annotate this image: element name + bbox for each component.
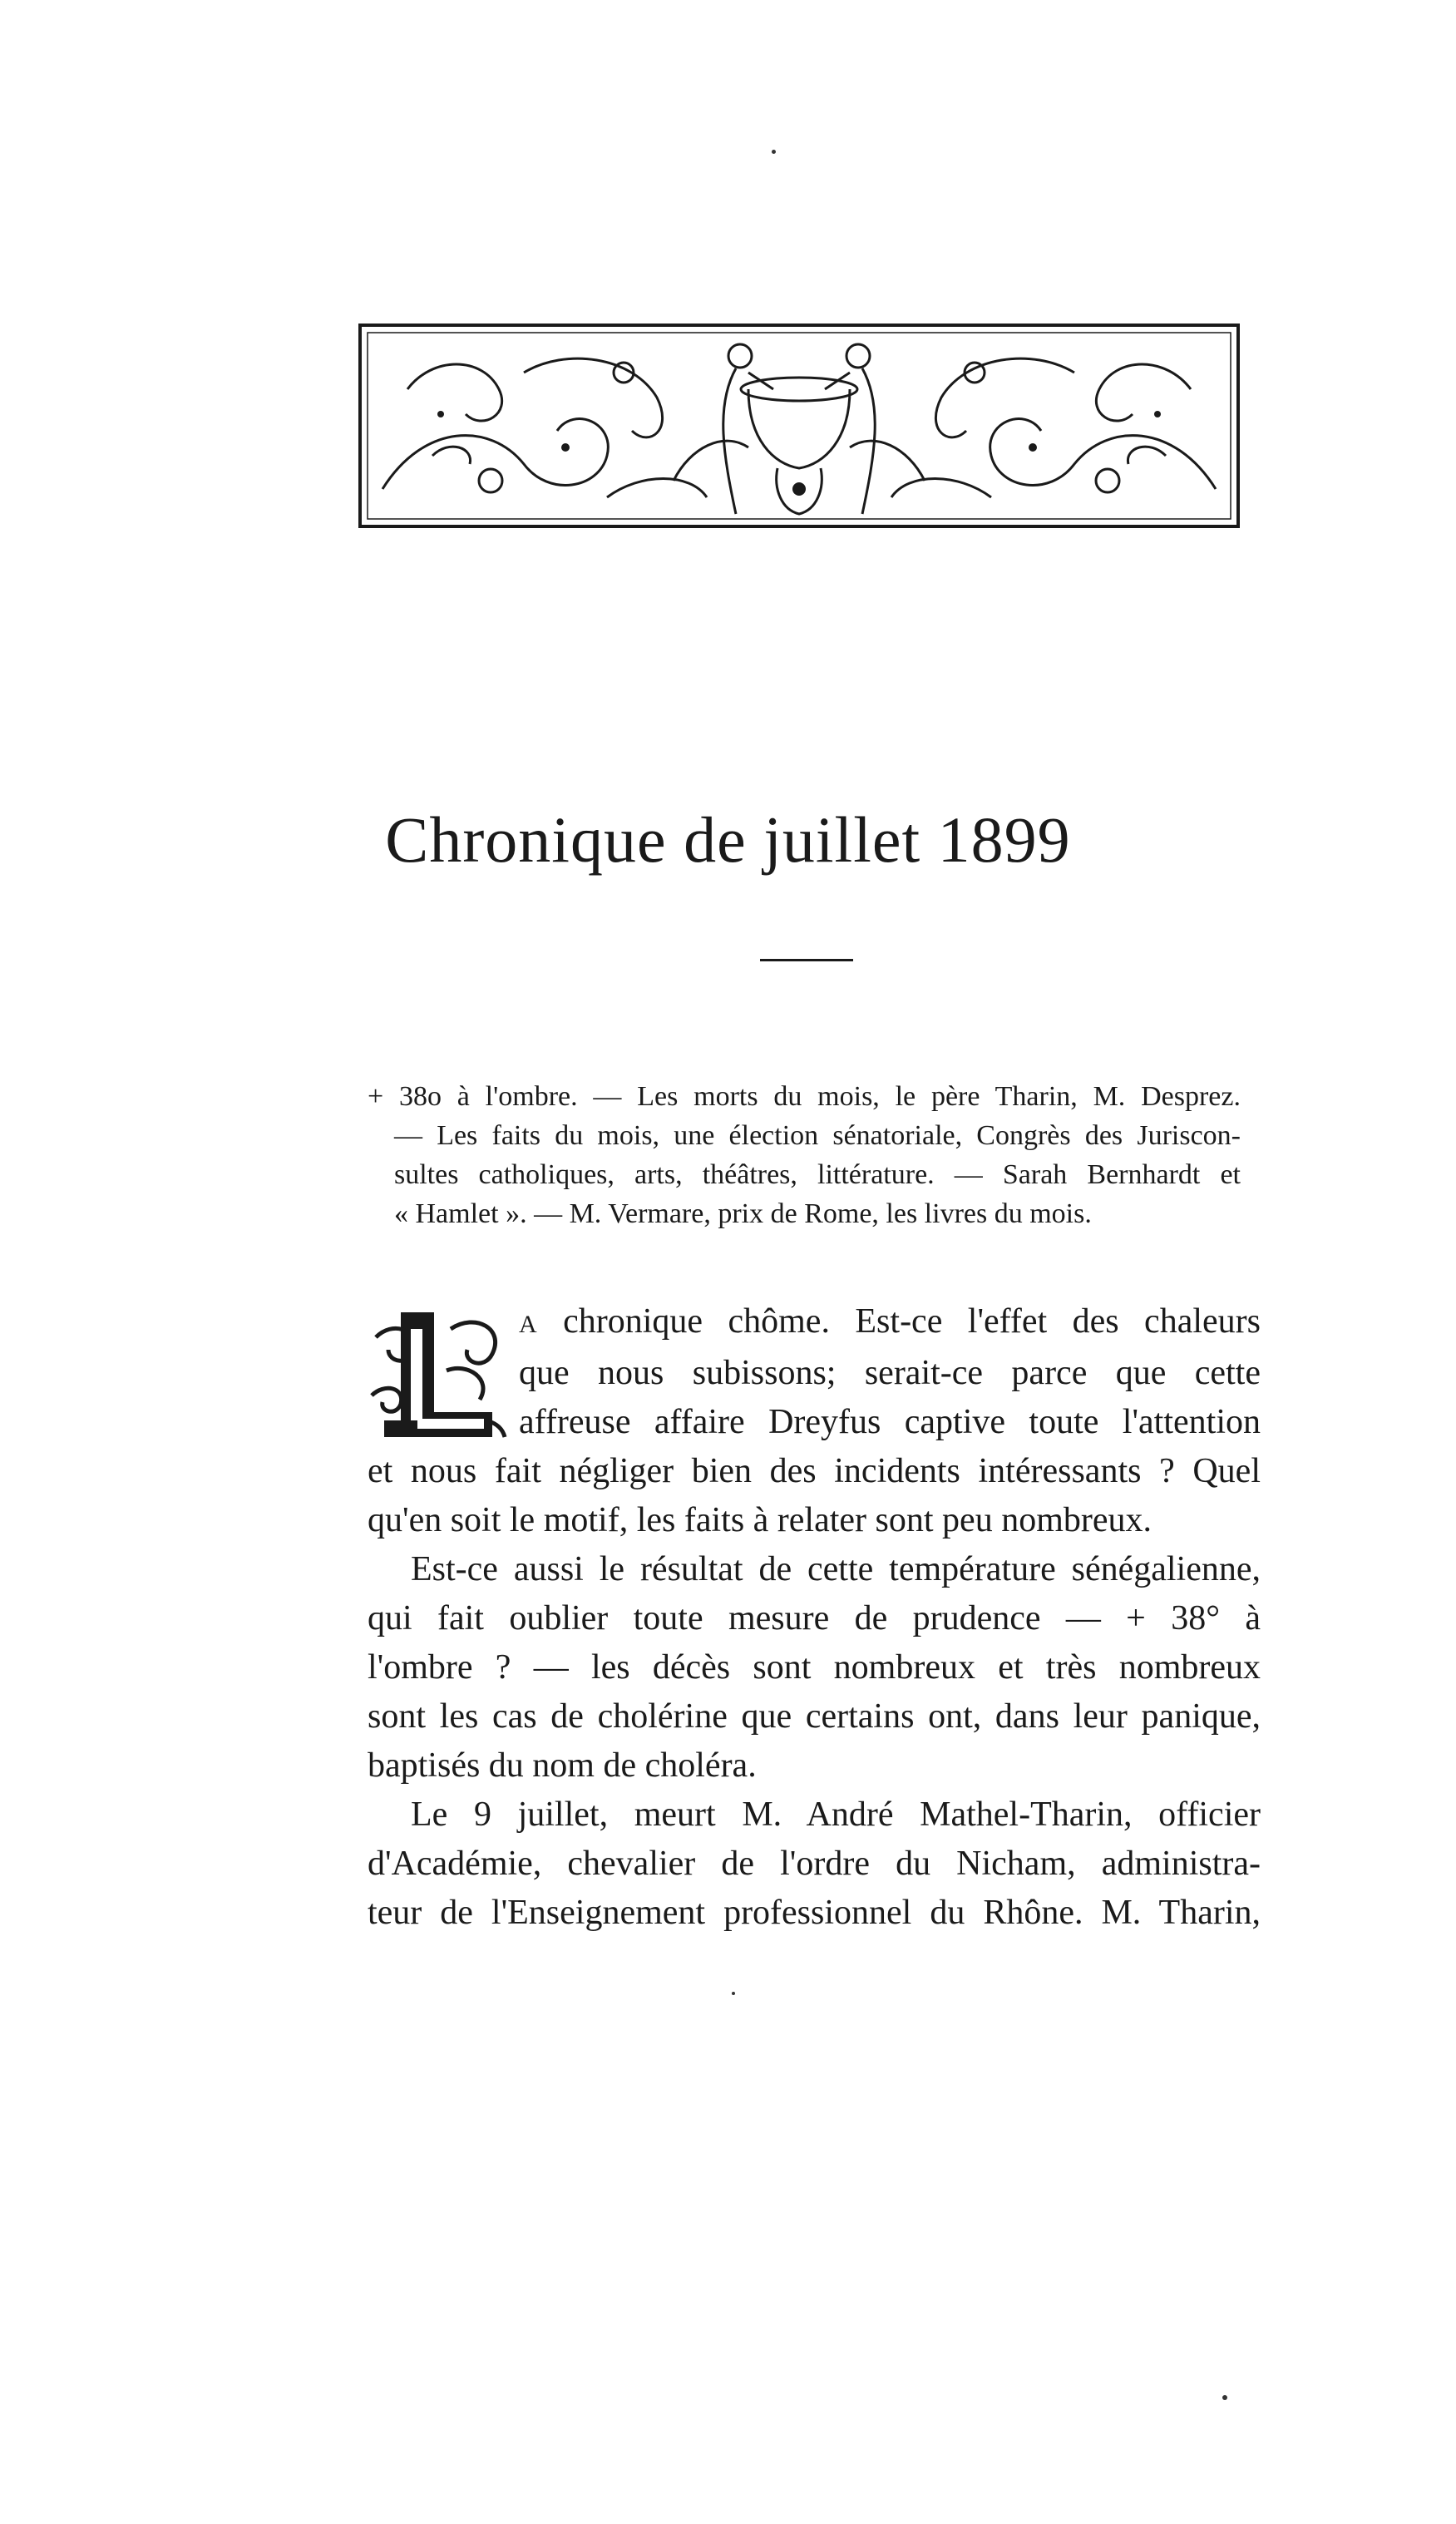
summary-line: + 38o à l'ombre. — Les morts du mois, le père Tharin, M. Desprez.: [368, 1081, 1241, 1112]
body-line: sont les cas de cholérine que certains ont, dans leur panique,: [368, 1697, 1261, 1736]
summary-line: sultes catholiques, arts, théâtres, littérature. — Sarah Bernhardt et: [394, 1159, 1241, 1190]
body-line: Le 9 juillet, meurt M. André Mathel-Tharin, officier: [411, 1795, 1261, 1834]
body-text: [368, 1297, 1261, 1938]
paper-speck: [732, 1992, 735, 1995]
paper-speck: [1222, 2395, 1227, 2400]
summary-line: — Les faits du mois, une élection sénatoriale, Congrès des Juriscon-: [394, 1120, 1241, 1151]
ornamental-initial-l-icon: [368, 1304, 511, 1445]
dropcap-remainder: A: [519, 1311, 538, 1338]
body-line: baptisés du nom de choléra.: [368, 1746, 757, 1785]
title-rule: [760, 959, 853, 961]
body-line: l'ombre ? — les décès sont nombreux et très nombreux: [368, 1648, 1261, 1687]
ornamental-headpiece-icon: [358, 323, 1241, 529]
body-line: que nous subissons; serait-ce parce que cette: [519, 1354, 1261, 1392]
chapter-summary: [368, 1077, 1241, 1233]
body-line: A chronique chôme. Est-ce l'effet des chaleurs: [519, 1302, 1261, 1341]
paper-speck: [772, 150, 776, 154]
body-line: d'Académie, chevalier de l'ordre du Nicham, administra-: [368, 1845, 1261, 1883]
body-line: qu'en soit le motif, les faits à relater sont peu nombreux.: [368, 1501, 1152, 1539]
body-line: et nous fait négliger bien des incidents intéressants ? Quel: [368, 1452, 1261, 1490]
body-line: affreuse affaire Dreyfus captive toute l'attention: [519, 1403, 1261, 1441]
body-line: qui fait oublier toute mesure de prudence — + 38° à: [368, 1599, 1261, 1637]
summary-line: « Hamlet ». — M. Vermare, prix de Rome, les livres du mois.: [394, 1198, 1092, 1229]
body-line: Est-ce aussi le résultat de cette température sénégalienne,: [411, 1550, 1261, 1588]
body-line: teur de l'Enseignement professionnel du Rhône. M. Tharin,: [368, 1894, 1261, 1932]
page-title: Chronique de juillet 1899: [385, 803, 1071, 876]
